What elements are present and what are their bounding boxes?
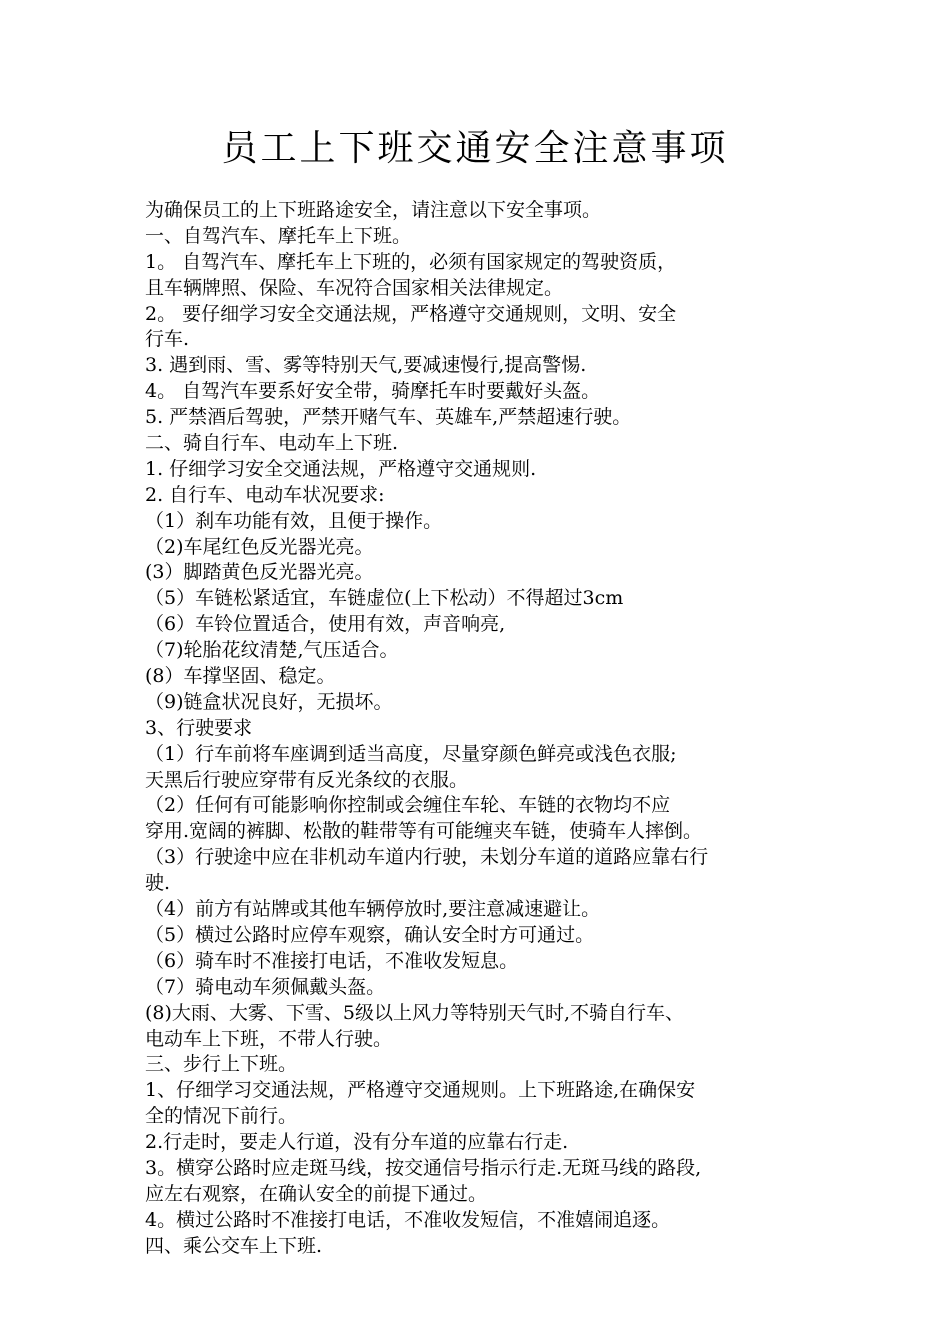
text-line: 一、自驾汽车、摩托车上下班。: [145, 224, 412, 247]
text-line: 4。 自驾汽车要系好安全带，骑摩托车时要戴好头盔。: [145, 380, 601, 403]
text-line: 穿用.宽阔的裤脚、松散的鞋带等有可能缠夹车链，使骑车人摔倒。: [145, 820, 703, 843]
text-line: 天黑后行驶应穿带有反光条纹的衣服。: [145, 768, 469, 791]
document-title: 员工上下班交通安全注意事项: [221, 128, 729, 169]
text-line: 2. 自行车、电动车状况要求:: [145, 483, 385, 506]
text-line: (3）脚踏黄色反光器光亮。: [145, 561, 374, 584]
text-line: （7)轮胎花纹清楚,气压适合。: [145, 639, 399, 662]
text-line: （2）任何有可能影响你控制或会缠住车轮、车链的衣物均不应: [145, 794, 671, 817]
text-line: （5）车链松紧适宜，车链虚位(上下松动）不得超过3cm: [145, 587, 624, 610]
text-line: 且车辆牌照、保险、车况符合国家相关法律规定。: [145, 276, 564, 299]
text-line: （4）前方有站牌或其他车辆停放时,要注意减速避让。: [145, 898, 601, 921]
text-line: 三、步行上下班。: [145, 1053, 298, 1076]
text-line: 应左右观察，在确认安全的前提下通过。: [145, 1182, 488, 1205]
text-line: 4。横过公路时不准接打电话，不准收发短信，不准嬉闹追逐。: [145, 1208, 671, 1231]
text-line: （5）横过公路时应停车观察，确认安全时方可通过。: [145, 923, 595, 946]
text-line: (8）车撑坚固、稳定。: [145, 665, 336, 688]
text-line: （1）刹车功能有效，且便于操作。: [145, 509, 443, 532]
text-line: （1）行车前将车座调到适当高度，尽量穿颜色鲜亮或浅色衣服;: [145, 742, 677, 765]
text-line: （2)车尾红色反光器光亮。: [145, 535, 374, 558]
text-line: （6）车铃位置适合，使用有效，声音响亮,: [145, 613, 506, 636]
text-line: 2.行走时，要走人行道，没有分车道的应靠右行走.: [145, 1131, 569, 1154]
text-line: （6）骑车时不准接打电话，不准收发短息。: [145, 949, 519, 972]
text-line: 1。 自驾汽车、摩托车上下班的，必须有国家规定的驾驶资质，: [145, 250, 677, 273]
text-line: 为确保员工的上下班路途安全，请注意以下安全事项。: [145, 199, 602, 221]
text-line: 3。横穿公路时应走斑马线，按交通信号指示行走.无斑马线的路段,: [145, 1156, 702, 1179]
text-line: 2。 要仔细学习安全交通法规，严格遵守交通规则，文明、安全: [145, 302, 677, 325]
text-line: 5. 严禁酒后驾驶，严禁开赌气车、英雄车,严禁超速行驶。: [145, 406, 632, 429]
text-line: 3、行驶要求: [145, 716, 253, 739]
text-line: (8)大雨、大雾、下雪、5级以上风力等特别天气时,不骑自行车、: [145, 1001, 685, 1024]
text-line: （9)链盒状况良好，无损坏。: [145, 690, 393, 713]
text-line: （3）行驶途中应在非机动车道内行驶，未划分车道的道路应靠右行: [145, 846, 709, 869]
text-line: 驶.: [145, 872, 171, 895]
text-line: （7）骑电动车须佩戴头盔。: [145, 975, 386, 998]
text-line: 全的情况下前行。: [145, 1105, 298, 1128]
text-line: 3. 遇到雨、雪、雾等特别天气,要减速慢行,提高警惕.: [145, 354, 587, 377]
text-line: 1. 仔细学习安全交通法规，严格遵守交通规则.: [145, 457, 537, 480]
text-line: 行车.: [145, 328, 190, 351]
text-line: 电动车上下班，不带人行驶。: [145, 1027, 393, 1050]
document-body: [145, 198, 835, 1260]
text-line: 二、骑自行车、电动车上下班.: [145, 432, 399, 455]
text-line: 四、乘公交车上下班.: [145, 1234, 323, 1257]
text-line: 1、仔细学习交通法规，严格遵守交通规则。上下班路途,在确保安: [145, 1079, 696, 1102]
